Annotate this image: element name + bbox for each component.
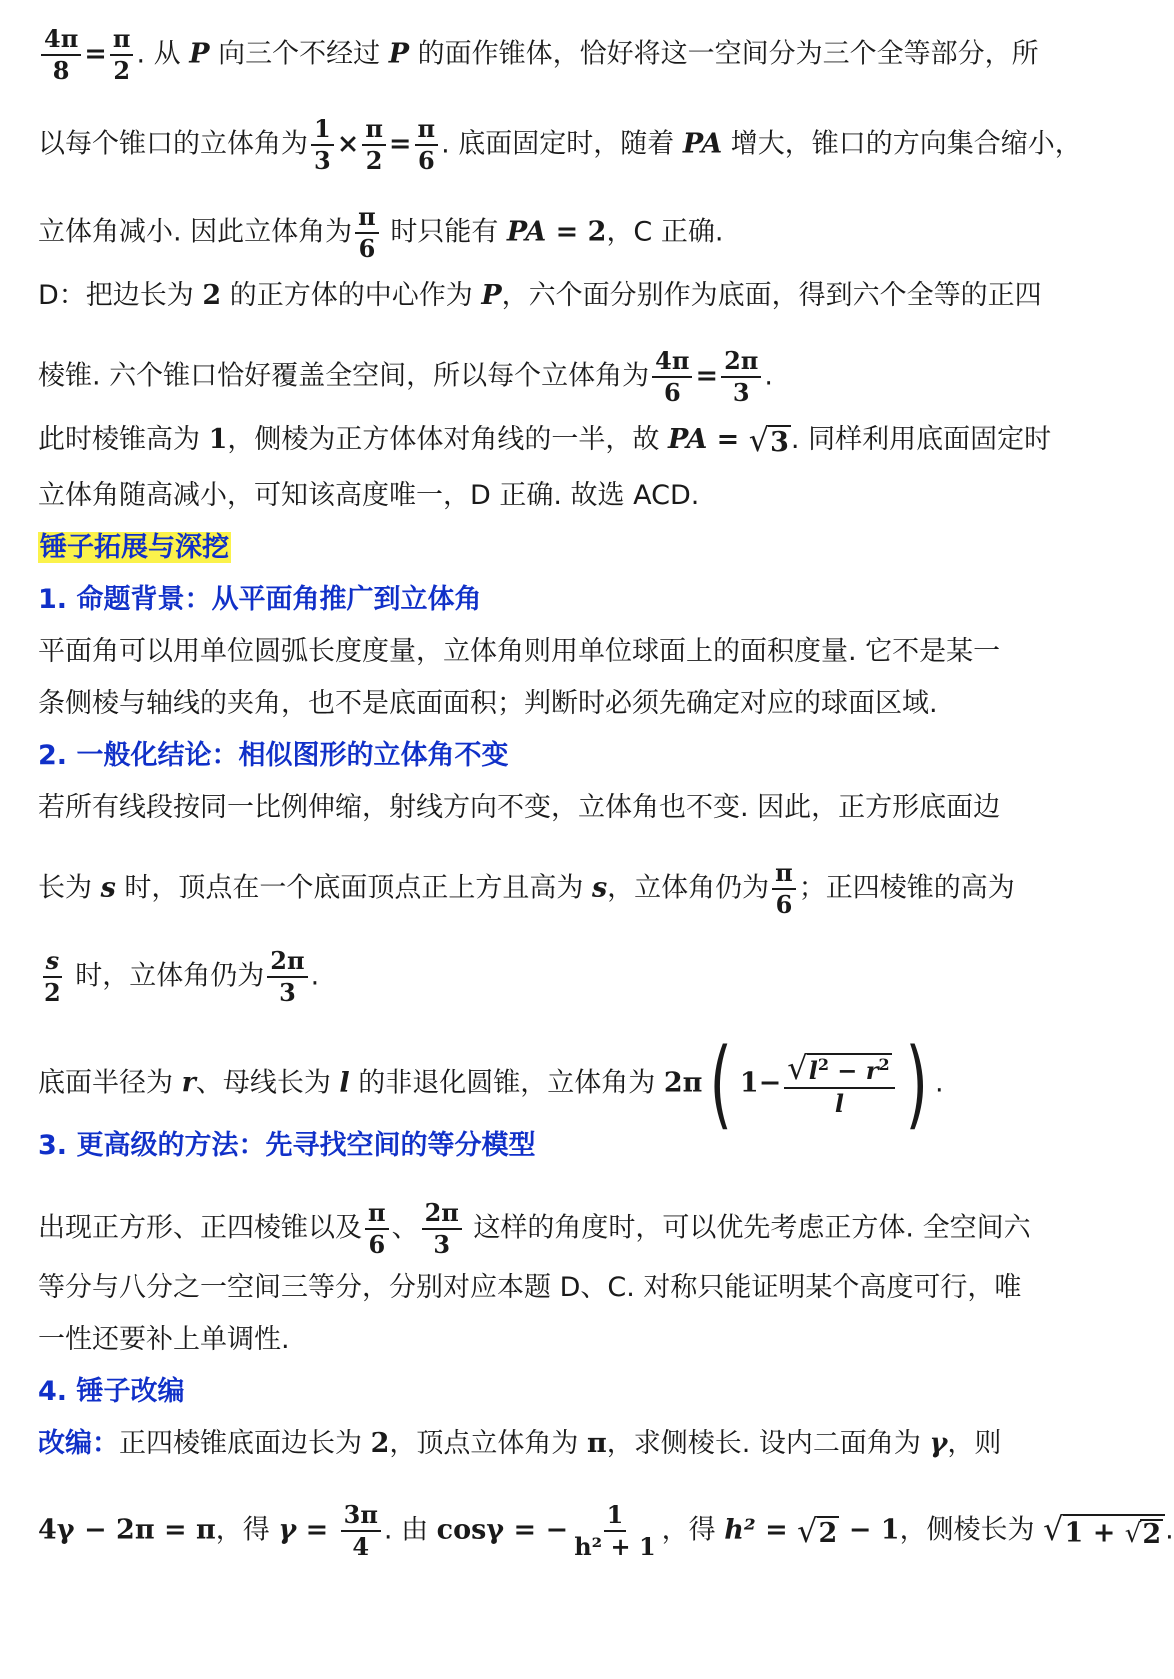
fraction: $\frac{\pi}{6}$ <box>415 114 439 176</box>
paragraph-2c: $\frac{s}{2}$ 时，立体角仍为 $\frac{2\pi}{3}$ . <box>38 946 1050 1008</box>
line-4: D：把边长为 2 的正方体的中心作为 P，六个面分别作为底面，得到六个全等的正四 <box>38 280 1042 311</box>
fraction: $\frac{3\pi}{4}$ <box>341 1500 381 1562</box>
fraction: $\frac{s}{2}$ <box>44 946 61 1007</box>
fraction: $\frac{2\pi}{3}$ <box>721 346 761 408</box>
fraction: $\frac{\pi}{2}$ <box>362 114 386 176</box>
section-title: 锤子拓展与深挖 <box>40 532 229 563</box>
square-root: √ $l^2 - r^2$ <box>787 1048 890 1087</box>
fraction: $\frac{2\pi}{3}$ <box>267 946 307 1008</box>
fraction: $\frac{1}{3}$ <box>311 114 334 176</box>
line-2: 以每个锥口的立体角为 $\frac{1}{3}$ × $\frac{\pi}{2}$ = $\frac{\pi}{6}$ . 底面固定时，随着 PA 增大，锥口的方向集合缩小， <box>38 114 1082 175</box>
heading-3: 3. 更高级的方法：先寻找空间的等分模型 <box>38 1130 536 1161</box>
fraction: $\frac{4\pi}{6}$ <box>652 346 692 408</box>
square-root: √ 2 <box>797 1511 838 1550</box>
fraction: √ $l^2 - r^2$ l <box>784 1050 894 1119</box>
fraction: $\frac{\pi}{6}$ <box>365 1198 389 1260</box>
fraction: $\frac{4\pi}{8}$ <box>41 24 81 86</box>
paragraph-2d: 底面半径为 r、母线长为 l 的非退化圆锥，立体角为 2π( 1− √ $l^2 - r^2$ l ) . <box>38 1028 944 1140</box>
line-5: 棱锥. 六个锥口恰好覆盖全空间，所以每个立体角为 $\frac{4\pi}{6}$ = $\frac{2\pi}{3}$ . <box>38 346 773 407</box>
fraction: $\frac{1}{\text{h² + 1}}$ <box>574 1500 656 1561</box>
heading-2: 2. 一般化结论：相似图形的立体角不变 <box>38 740 509 771</box>
square-root: √ 1 + √ 2 <box>1043 1511 1165 1552</box>
line-7: 立体角随高减小，可知该高度唯一，D 正确. 故选 ACD. <box>38 480 700 511</box>
paragraph-3c: 一性还要补上单调性. <box>38 1324 290 1355</box>
paragraph-4b: 4γ − 2π = π，得 γ = $\frac{3\pi}{4}$ . 由 cosγ = − $\frac{1}{\text{h² + 1}}$ ，得 h² = √ 2 − 1，侧棱长为 √ 1 + √ 2 . <box>38 1500 1174 1561</box>
heading-1: 1. 命题背景：从平面角推广到立体角 <box>38 584 482 615</box>
fraction: $\frac{\pi}{6}$ <box>355 202 379 264</box>
paragraph-3b: 等分与八分之一空间三等分，分别对应本题 D、C. 对称只能证明某个高度可行，唯 <box>38 1272 1022 1303</box>
paragraph-1b: 条侧棱与轴线的夹角，也不是底面面积；判断时必须先确定对应的球面区域. <box>38 688 938 719</box>
paragraph-2b: 长为 s 时，顶点在一个底面顶点正上方且高为 s，立体角仍为 $\frac{\pi}{6}$ ；正四棱锥的高为 <box>38 858 1015 919</box>
line-1: $\frac{4\pi}{8}$ = $\frac{\pi}{2}$ . 从 P 向三个不经过 P 的面作锥体，恰好将这一空间分为三个全等部分，所 <box>38 24 1050 86</box>
heading-4: 4. 锤子改编 <box>38 1376 185 1407</box>
paragraph-3a: 出现正方形、正四棱锥以及 $\frac{\pi}{6}$ 、 $\frac{2\pi}{3}$ 这样的角度时，可以优先考虑正方体. 全空间六 <box>38 1198 1031 1259</box>
paragraph-2a: 若所有线段按同一比例伸缩，射线方向不变，立体角也不变. 因此，正方形底面边 <box>38 792 1001 823</box>
fraction: $\frac{2\pi}{3}$ <box>422 1198 462 1260</box>
fraction: $\frac{\pi}{2}$ <box>110 24 134 86</box>
paragraph-1a: 平面角可以用单位圆弧长度度量，立体角则用单位球面上的面积度量. 它不是某一 <box>38 636 1001 667</box>
paragraph-4a: 改编：正四棱锥底面边长为 2，顶点立体角为 π，求侧棱长. 设内二面角为 γ，则 <box>38 1428 1002 1459</box>
line-6: 此时棱锥高为 1，侧棱为正方体体对角线的一半，故 PA = √ 3 . 同样利用底面固定时 <box>38 421 1052 459</box>
square-root: √ 3 <box>748 421 789 459</box>
line-3: 立体角减小. 因此立体角为 $\frac{\pi}{6}$ 时只能有 PA = 2，C 正确. <box>38 202 724 263</box>
fraction: $\frac{\pi}{6}$ <box>772 858 796 920</box>
